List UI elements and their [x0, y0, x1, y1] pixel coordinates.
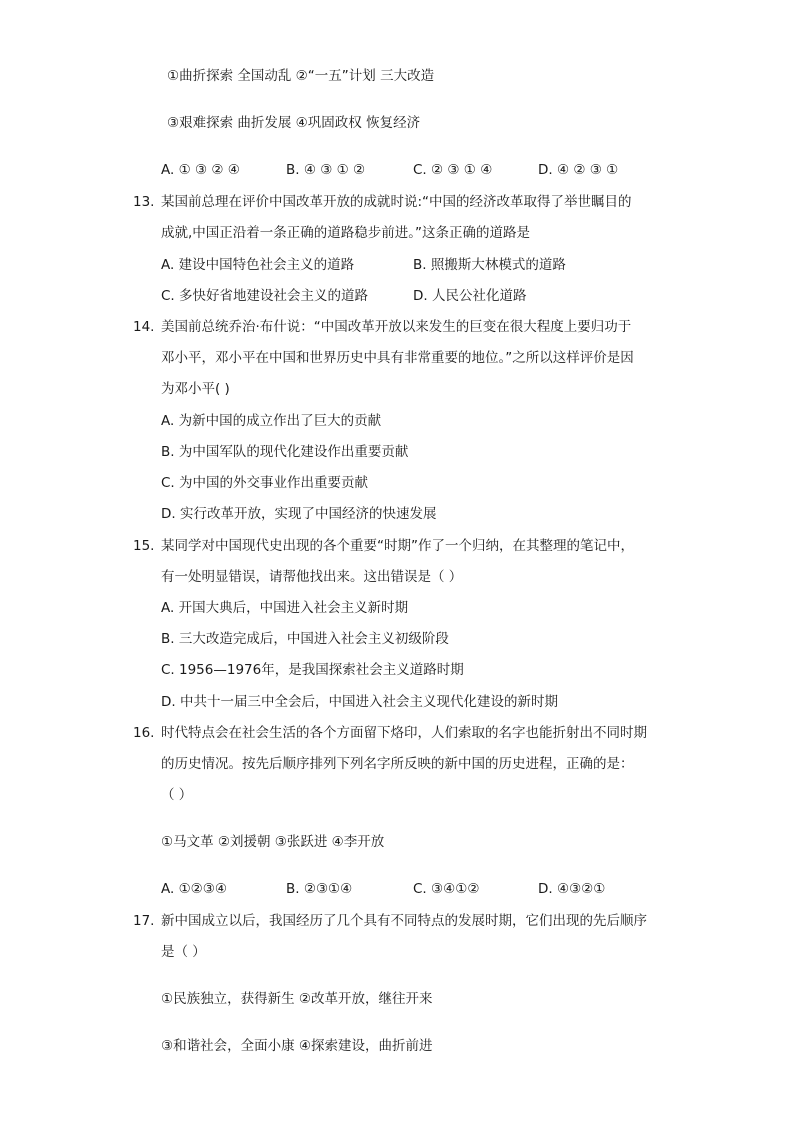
option-d: D. 实行改革开放，实现了中国经济的快速发展: [161, 506, 437, 522]
question-stem: 为邓小平( ): [161, 381, 230, 397]
question-items-line: ①马文革 ②刘援朝 ③张跃进 ④李开放: [161, 834, 385, 850]
option-a: A. 开国大典后，中国进入社会主义新时期: [161, 600, 409, 616]
question-items-line: ①曲折探索 全国动乱 ②“一五”计划 三大改造: [167, 68, 435, 84]
option-d: D. ④ ② ③ ①: [538, 162, 619, 178]
question-stem: （ ）: [161, 787, 193, 803]
question-number: 13.: [133, 194, 155, 210]
option-b: B. ④ ③ ① ②: [286, 162, 366, 178]
question-number: 17.: [133, 913, 155, 929]
option-c: C. ② ③ ① ④: [413, 162, 493, 178]
question-number: 16.: [133, 725, 155, 741]
option-b: B. 为中国军队的现代化建设作出重要贡献: [161, 444, 409, 460]
question-stem: 美国前总统乔治·布什说：“中国改革开放以来发生的巨变在很大程度上要归功于: [161, 319, 632, 335]
option-b: B. ②③①④: [286, 881, 353, 897]
option-c: C. ③④①②: [413, 881, 480, 897]
option-d: D. 中共十一届三中全会后，中国进入社会主义现代化建设的新时期: [161, 694, 558, 710]
option-a: A. 建设中国特色社会主义的道路: [161, 257, 355, 273]
question-stem: 的历史情况。按先后顺序排列下列名字所反映的新中国的历史进程，正确的是：: [161, 756, 634, 772]
question-stem: 邓小平，邓小平在中国和世界历史中具有非常重要的地位。”之所以这样评价是因: [161, 350, 634, 366]
question-stem: 成就,中国正沿着一条正确的道路稳步前进。”这条正确的道路是: [161, 225, 531, 241]
option-c: C. 1956—1976年，是我国探索社会主义道路时期: [161, 662, 464, 678]
question-stem: 某国前总理在评价中国改革开放的成就时说:“中国的经济改革取得了举世瞩目的: [161, 194, 632, 210]
question-number: 14.: [133, 319, 155, 335]
question-stem: 新中国成立以后，我国经历了几个具有不同特点的发展时期，它们出现的先后顺序: [161, 913, 647, 929]
option-c: C. 多快好省地建设社会主义的道路: [161, 288, 369, 304]
question-stem: 是（ ）: [161, 944, 206, 960]
question-items-line: ③和谐社会，全面小康 ④探索建设，曲折前进: [161, 1038, 433, 1054]
option-b: B. 三大改造完成后，中国进入社会主义初级阶段: [161, 631, 449, 647]
question-items-line: ①民族独立，获得新生 ②改革开放，继往开来: [161, 991, 433, 1007]
option-a: A. ①②③④: [161, 881, 227, 897]
option-c: C. 为中国的外交事业作出重要贡献: [161, 475, 369, 491]
question-stem: 某同学对中国现代史出现的各个重要“时期”作了一个归纳，在其整理的笔记中，: [161, 538, 634, 554]
option-d: D. 人民公社化道路: [413, 288, 527, 304]
option-b: B. 照搬斯大林模式的道路: [413, 257, 566, 273]
question-items-line: ③艰难探索 曲折发展 ④巩固政权 恢复经济: [167, 115, 421, 131]
option-a: A. ① ③ ② ④: [161, 162, 240, 178]
question-number: 15.: [133, 538, 155, 554]
option-a: A. 为新中国的成立作出了巨大的贡献: [161, 413, 382, 429]
option-d: D. ④③②①: [538, 881, 606, 897]
question-stem: 时代特点会在社会生活的各个方面留下烙印，人们索取的名字也能折射出不同时期: [161, 725, 647, 741]
question-stem: 有一处明显错误，请帮他找出来。这出错误是（ ）: [161, 569, 463, 585]
